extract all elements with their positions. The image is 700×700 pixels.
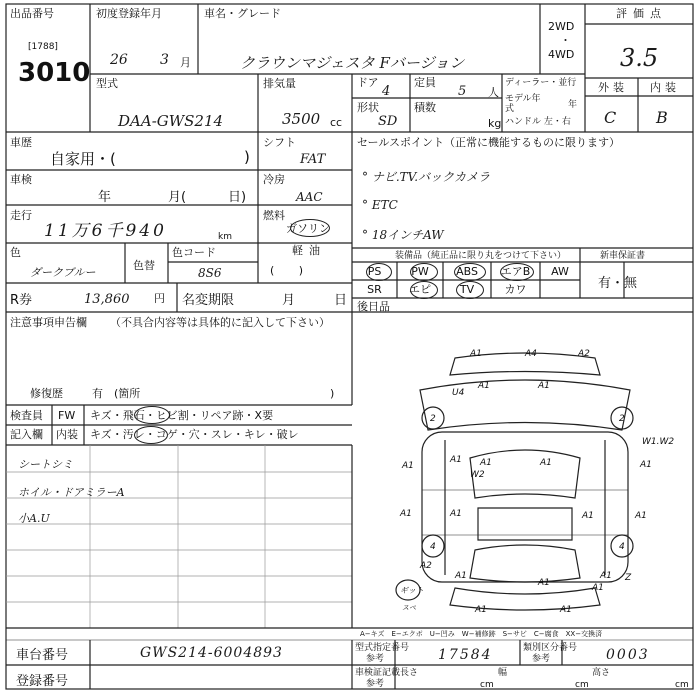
shift-value: FAT [300,152,326,167]
svg-text:A1: A1 [560,605,572,615]
svg-text:A4: A4 [525,349,537,359]
damage-legend: A−キズ E−エクボ U−凹み W−補修跡 S−サビ C−腐食 XX−交換済 [360,630,603,638]
history-close: ) [244,148,250,166]
svg-text:4: 4 [619,542,625,552]
dim-width-unit: cm [575,680,589,690]
svg-text:A1: A1 [480,458,492,468]
cooling-label: 冷房 [263,173,285,186]
equip-tv: TV [459,283,475,296]
dim-length-unit: cm [480,680,494,690]
int-dirt-circle [134,426,168,444]
grade-label: 評価点 [616,7,667,20]
capacity-value: 5 [458,84,467,99]
hw-note-2: ホイル・ドアミラーA [18,486,125,499]
type-label: 型式 [96,77,118,90]
handle-label: ハンドル 左・右 [505,117,571,127]
lot-code: [1788] [28,42,58,52]
svg-text:2: 2 [619,414,625,424]
lot-label: 出品番号 [10,7,54,20]
displacement-value: 3500 [282,110,321,128]
equip-pw: PW [411,265,429,278]
svg-text:A1: A1 [455,571,467,581]
fuel-diesel: 軽油 [292,244,326,257]
equip-tv-circle [456,281,484,299]
fuel-gas-circle [290,219,330,237]
notes-label: 注意事項申告欄 [10,316,87,329]
equip-ps: PS [367,265,382,278]
color-value: ダークブルー [30,266,96,279]
grade-ext-label: 外装 [598,81,628,94]
name-change-day: 日 [334,293,348,308]
svg-text:A1: A1 [470,349,482,359]
recycle-unit: 円 [154,292,165,305]
model-label: 車名・グレード [204,7,281,20]
inspector-int: 内装 [56,428,78,441]
svg-text:A1: A1 [592,583,604,593]
svg-text:W1.W2: W1.W2 [642,437,675,447]
svg-text:2: 2 [430,414,436,424]
inspector-int-items: キズ・汚レ・コゲ・穴・スレ・キレ・破レ [90,428,299,441]
svg-text:A1: A1 [540,458,552,468]
registration-label: 登録番号 [16,674,69,689]
inspector-fw-items: キズ・飛石・ヒビ割・リペア跡・X要 [90,409,274,422]
dimensions-label: 車検証記載 [355,668,401,678]
class-cat-value: 0003 [606,647,650,663]
shape-value: SD [378,114,398,129]
history-label: 車歴 [10,136,32,149]
doors-value: 4 [382,84,391,99]
equip-airbag-circle [500,263,534,281]
svg-text:W2: W2 [470,470,485,480]
name-change-month: 月 [282,293,296,308]
first-reg-year: 26 [110,52,128,68]
svg-text:スペ: スペ [402,604,416,612]
svg-text:Z: Z [625,573,632,583]
shape-label: 形状 [357,101,379,114]
inspection-label: 車検 [10,173,32,186]
svg-text:A1: A1 [640,460,652,470]
type-cat-sub: 参考 [366,654,385,664]
color-code: 8S6 [198,266,222,280]
type-cat-label: 型式指定番号 [355,643,410,653]
repair-close: ) [330,387,335,400]
history-value: 自家用・( [50,150,116,168]
load-unit: kg [488,117,502,130]
svg-text:A1: A1 [450,509,462,519]
lot-number: 3010 [18,58,91,88]
equip-leather: カワ [504,283,527,296]
svg-text:A1: A1 [635,511,647,521]
fuel-other: ( ) [270,264,304,277]
repair-label: 修復歴 [30,387,63,400]
sales-point-1: ° ナビ.TV.バックカメラ [362,170,491,184]
type-value: DAA-GWS214 [118,112,224,130]
model-year-label: モデル年式 [505,94,541,114]
equip-abs: ABS [456,265,478,278]
dim-width: 幅 [498,668,508,678]
capacity-label: 定員 [414,76,436,89]
drive-dot: ・ [560,34,571,47]
sales-point-3: ° 18インチAW [362,228,444,242]
dealer-label: ディーラー・並行 [505,78,577,88]
notes-sub: （不具合内容等は具体的に記入して下さい） [110,316,330,329]
inspector-label-2: 記入欄 [10,428,43,441]
inspection-day: 日) [228,190,247,205]
first-reg-month-unit: 月 [180,56,191,69]
sales-label: セールスポイント（正常に機能するものに限ります） [357,136,621,149]
svg-text:A1: A1 [400,509,412,519]
rear-bumper-shape [450,588,600,610]
fw-chip-circle [134,406,170,424]
drive-4wd: 4WD [548,48,575,61]
svg-text:A1: A1 [538,381,550,391]
color-code-label: 色コード [172,246,216,259]
svg-text:A1: A1 [582,511,594,521]
dim-height-unit: cm [675,680,689,690]
class-cat-label: 類別区分番号 [523,643,578,653]
drive-2wd: 2WD [548,20,575,33]
inspector-fw: FW [58,409,76,422]
svg-text:A1: A1 [402,461,414,471]
equip-pw-circle [410,263,438,281]
model-value: クラウンマジェスタ Fバージョン [240,54,465,72]
car-damage-diagram [360,340,690,625]
fuel-gas: ガソリン [286,222,330,235]
grade-value: 3.5 [620,44,659,72]
shift-label: シフト [263,136,296,149]
hw-note-3: 小A.U [18,512,50,525]
mileage-unit: km [218,232,232,242]
color-change-label: 色替 [133,259,155,272]
displacement-unit: cc [330,116,343,129]
svg-text:A1: A1 [478,381,490,391]
svg-text:A1: A1 [475,605,487,615]
fuel-label: 燃料 [263,209,285,222]
chassis-label: 車台番号 [16,648,69,663]
svg-text:A2: A2 [578,349,590,359]
inspector-label-1: 検査員 [10,409,43,422]
svg-text:A1: A1 [538,578,550,588]
svg-text:ギット: ギット [400,586,424,595]
hw-note-1: シートシミ [18,458,73,471]
equip-abs-circle [454,263,486,281]
class-cat-sub: 参考 [532,654,551,664]
color-label: 色 [10,246,21,259]
grade-ext-value: C [604,108,617,127]
load-label: 積数 [414,101,436,114]
chassis-value: GWS214-6004893 [140,645,283,661]
svg-text:A1: A1 [600,571,612,581]
mileage-label: 走行 [10,209,32,222]
capacity-unit: 人 [488,86,499,99]
name-change-label: 名変期限 [182,293,235,308]
svg-text:4: 4 [430,542,436,552]
inspection-month: 月( [168,190,187,205]
first-reg-month: 3 [160,52,169,68]
doors-label: ドア [357,76,379,89]
repair-part: (箇所 [114,387,141,400]
equip-airbag: エアB [500,265,531,278]
dim-height: 高さ [592,668,611,678]
grade-int-value: B [656,108,668,127]
first-reg-label: 初度登録年月 [96,7,162,20]
rear-window-shape [470,545,580,582]
displacement-label: 排気量 [263,77,296,90]
mileage-value: 11万6千940 [44,221,167,241]
equipment-label: 装備品（純正品に限り丸をつけて下さい） [395,251,567,261]
inspection-year: 年 [98,190,112,205]
svg-text:A1: A1 [450,455,462,465]
equip-sr: SR [367,283,382,296]
repair-value: 有 [92,387,103,400]
grade-int-label: 内装 [650,81,680,94]
warranty-value: 有・無 [598,276,638,291]
equip-navi: エピ [409,283,431,296]
dim-length: 長さ [400,668,419,678]
cooling-value: AAC [296,190,323,204]
equip-ps-circle [366,263,392,281]
equip-aw: AW [551,265,569,278]
dimensions-sub: 参考 [366,679,385,689]
later-label: 後日品 [357,300,390,313]
equip-navi-circle [410,281,438,299]
type-cat-value: 17584 [438,647,493,663]
svg-text:U4: U4 [452,388,465,398]
svg-text:A2: A2 [420,561,432,571]
recycle-label: R券 [10,293,33,308]
model-year-unit: 年 [568,100,578,110]
recycle-value: 13,860 [84,292,130,307]
warranty-label: 新車保証書 [600,251,646,261]
sales-point-2: ° ETC [362,198,398,212]
